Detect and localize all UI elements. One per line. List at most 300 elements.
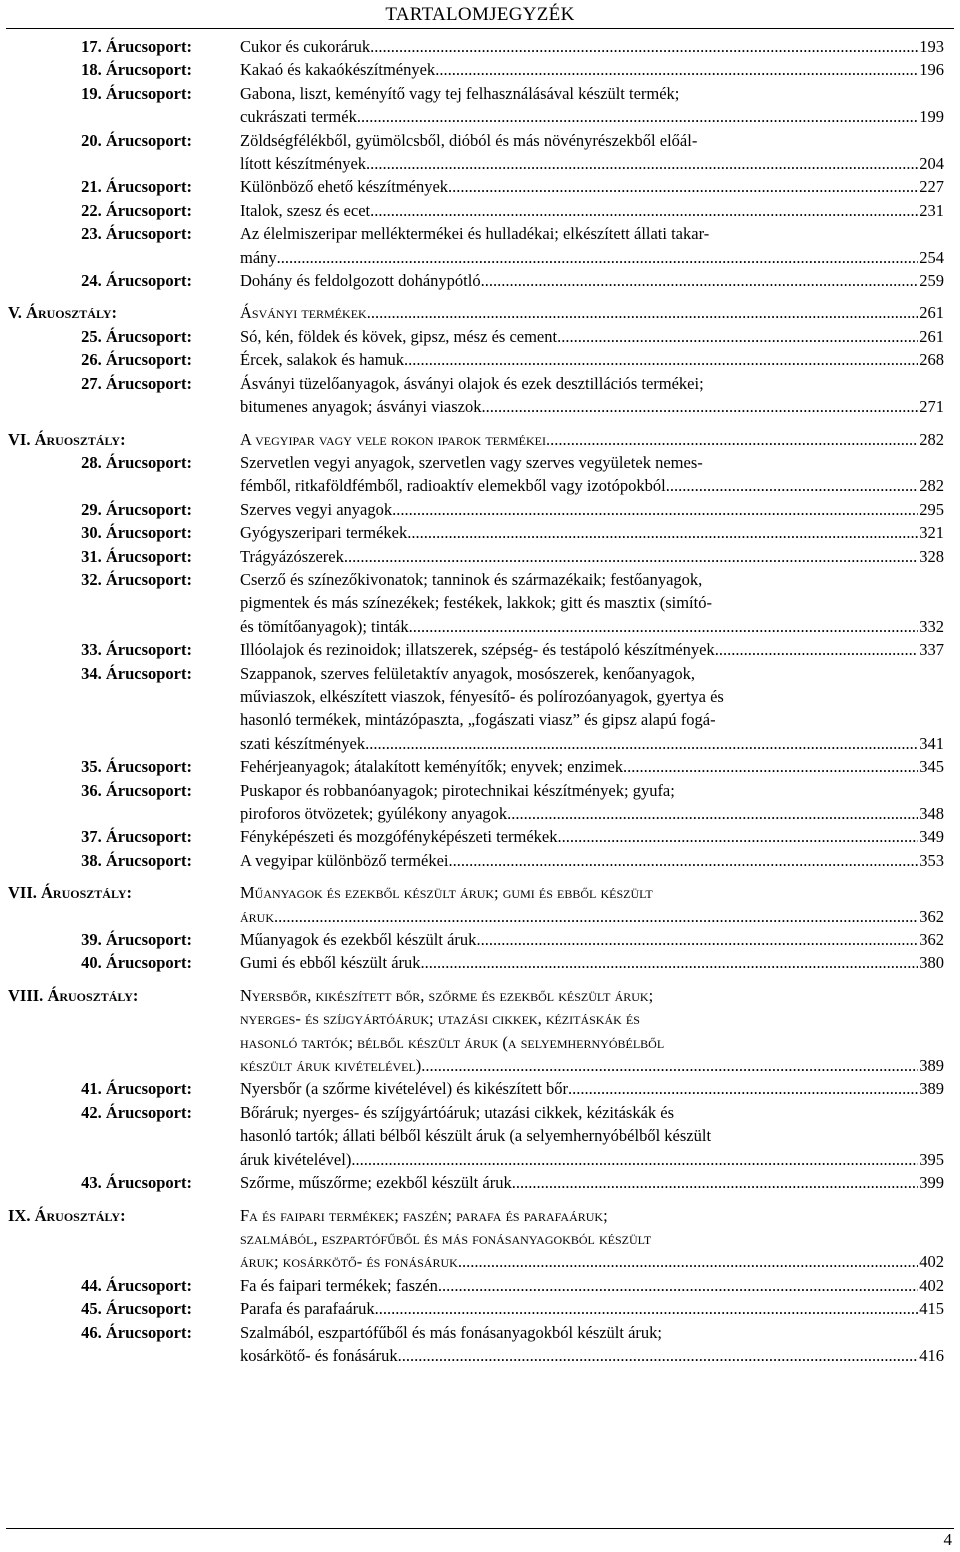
entry-kind: Áruosztály: <box>34 1205 126 1225</box>
entry-kind: Árucsoport: <box>105 177 192 197</box>
entry-final-line <box>240 1054 944 1077</box>
entry-title <box>240 1321 944 1368</box>
entry-number: 17. <box>81 37 102 56</box>
entry-label <box>0 35 192 58</box>
entry-page-number[interactable]: 399 <box>919 1173 944 1193</box>
entry-number: 29. <box>81 499 102 519</box>
entry-title-line: Cukor és cukoráruk <box>240 37 371 56</box>
entry-number: 28. <box>81 452 102 472</box>
entry-final-line <box>240 1274 944 1297</box>
entry-title-line: nyerges- és szíjgyártóáruk; utazási cikkek, kézitáskák és <box>240 1009 640 1029</box>
entry-final-line <box>240 428 944 451</box>
entry-title-line: Különböző ehető készítmények <box>240 177 449 197</box>
dot-leader <box>715 638 919 661</box>
entry-title <box>240 662 944 756</box>
entry-page-number[interactable]: 389 <box>919 1079 944 1099</box>
toc-group-entry <box>0 222 960 269</box>
entry-title <box>240 881 944 928</box>
entry-title <box>240 1171 944 1194</box>
entry-title-line: Parafa és parafaáruk <box>240 1299 375 1319</box>
entry-kind: Árucsoport: <box>105 523 192 543</box>
entry-final-line <box>240 825 944 848</box>
toc-group-entry <box>0 951 960 974</box>
toc-group-entry <box>0 498 960 521</box>
toc-group-entry <box>0 779 960 826</box>
entry-kind: Árucsoport: <box>105 37 192 56</box>
entry-label <box>8 301 240 324</box>
entry-label <box>0 222 192 245</box>
entry-title-line: Szerves vegyi anyagok <box>240 499 393 519</box>
entry-kind: Árucsoport: <box>105 1173 192 1193</box>
entry-final-line <box>240 638 944 661</box>
toc-group-entry <box>0 1297 960 1320</box>
entry-title <box>240 951 944 974</box>
entry-label <box>0 755 192 778</box>
entry-title <box>240 175 944 198</box>
entry-final-line <box>240 1250 944 1273</box>
entry-title-line: áruk kivételével) <box>240 1149 352 1169</box>
entry-final-line <box>240 35 944 58</box>
entry-label <box>8 881 240 904</box>
toc-group-entry <box>0 348 960 371</box>
entry-title-line: Cserző és színezőkivonatok; tanninok és származékaik; festőanyagok, <box>240 569 703 589</box>
entry-page-number[interactable]: 328 <box>919 546 944 566</box>
entry-final-line <box>240 545 944 568</box>
dot-leader <box>481 269 919 292</box>
entry-label <box>0 568 192 591</box>
entry-title <box>240 1077 944 1100</box>
entry-final-line <box>240 755 944 778</box>
entry-number: 45. <box>81 1299 102 1319</box>
toc-group-entry <box>0 451 960 498</box>
dot-leader <box>366 152 918 175</box>
entry-title <box>240 568 944 638</box>
entry-number: 37. <box>81 827 102 847</box>
entry-page-number[interactable]: 349 <box>919 827 944 847</box>
dot-leader <box>435 58 918 81</box>
entry-label <box>0 779 192 802</box>
footer-rule <box>6 1528 954 1529</box>
entry-title <box>240 35 944 58</box>
entry-page-number[interactable]: 282 <box>919 429 944 449</box>
entry-title <box>240 372 944 419</box>
entry-final-line <box>240 1344 944 1367</box>
entry-number: 23. <box>81 224 102 244</box>
entry-final-line <box>240 325 944 348</box>
toc-group-entry <box>0 1321 960 1368</box>
entry-title <box>240 1204 944 1274</box>
entry-label <box>0 662 192 685</box>
toc-group-entry <box>0 35 960 58</box>
entry-title <box>240 301 944 324</box>
entry-final-line <box>240 615 944 638</box>
entry-title-line: Gumi és ebből készült áruk <box>240 953 421 973</box>
dot-leader <box>367 301 919 324</box>
entry-kind: Árucsoport: <box>105 130 192 150</box>
entry-title-line: Illóolajok és rezinoidok; illatszerek, szépség- és testápoló készítmények <box>240 640 715 660</box>
entry-final-line <box>240 105 944 128</box>
entry-label <box>0 129 192 152</box>
entry-kind: Árucsoport: <box>105 663 192 683</box>
entry-page-number[interactable]: 389 <box>919 1056 944 1076</box>
entry-title-line: fémből, ritkaföldfémből, radioaktív elemekből vagy izotópokból <box>240 476 666 496</box>
entry-kind: Áruosztály: <box>47 985 139 1005</box>
entry-kind: Árucsoport: <box>105 930 192 950</box>
dot-leader <box>558 825 919 848</box>
toc-group-entry <box>0 82 960 129</box>
entry-kind: Árucsoport: <box>105 757 192 777</box>
dot-leader <box>458 1250 918 1273</box>
entry-label <box>0 951 192 974</box>
entry-title-line: Gabona, liszt, keményítő vagy tej felhasználásával készült termék; <box>240 83 680 103</box>
entry-final-line <box>240 175 944 198</box>
entry-final-line <box>240 521 944 544</box>
entry-kind: Árucsoport: <box>105 1322 192 1342</box>
dot-leader <box>351 1148 918 1171</box>
entry-number: V. <box>8 303 22 323</box>
entry-page-number[interactable]: 259 <box>919 271 944 291</box>
entry-kind: Árucsoport: <box>105 1299 192 1319</box>
entry-page-number[interactable]: 231 <box>919 200 944 220</box>
entry-page-number[interactable]: 204 <box>919 154 944 174</box>
entry-title-line: Nyersbőr, kikészített bőr, szőrme és ezekből készült áruk; <box>240 985 654 1005</box>
entry-page-number[interactable]: 416 <box>919 1345 944 1365</box>
entry-title <box>240 1297 944 1320</box>
entry-kind: Árucsoport: <box>105 326 192 346</box>
dot-leader <box>448 849 918 872</box>
dot-leader <box>398 1344 919 1367</box>
dot-leader <box>370 199 918 222</box>
toc-group-entry <box>0 269 960 292</box>
entry-title-line: Trágyázószerek <box>240 546 344 566</box>
entry-page-number[interactable]: 196 <box>919 60 944 80</box>
toc-group-entry <box>0 662 960 756</box>
entry-kind: Árucsoport: <box>105 1102 192 1122</box>
entry-final-line <box>240 301 944 324</box>
entry-label <box>0 498 192 521</box>
entry-title <box>240 325 944 348</box>
toc-group-entry <box>0 928 960 951</box>
entry-number: VIII. <box>8 985 44 1005</box>
toc-section-entry <box>0 881 960 928</box>
entry-title-line: mány <box>240 247 277 267</box>
toc-section-entry <box>0 301 960 324</box>
entry-title-line: szati készítmények <box>240 733 366 753</box>
entry-page-number[interactable]: 199 <box>919 107 944 127</box>
dot-leader <box>623 755 918 778</box>
entry-number: 41. <box>81 1079 102 1099</box>
dot-leader <box>365 732 918 755</box>
entry-kind: Áruosztály: <box>26 303 118 323</box>
entry-title <box>240 755 944 778</box>
entry-page-number[interactable]: 295 <box>919 499 944 519</box>
entry-title-line: Fa és faipari termékek; faszén <box>240 1275 438 1295</box>
entry-number: VI. <box>8 429 31 449</box>
entry-page-number[interactable]: 345 <box>919 757 944 777</box>
entry-label <box>0 348 192 371</box>
entry-title <box>240 82 944 129</box>
entry-page-number[interactable]: 337 <box>919 640 944 660</box>
entry-label <box>0 58 192 81</box>
entry-label <box>0 1297 192 1320</box>
entry-title-line: Szőrme, műszőrme; ezekből készült áruk <box>240 1173 512 1193</box>
dot-leader <box>666 474 919 497</box>
entry-label <box>0 1321 192 1344</box>
entry-kind: Árucsoport: <box>105 224 192 244</box>
entry-label <box>0 545 192 568</box>
entry-page-number[interactable]: 348 <box>919 804 944 823</box>
entry-label <box>0 825 192 848</box>
entry-title-line: Fényképészeti és mozgófényképészeti termékek <box>240 827 558 847</box>
entry-number: 19. <box>81 83 102 103</box>
entry-page-number[interactable]: 415 <box>919 1299 944 1319</box>
entry-title <box>240 129 944 176</box>
entry-title <box>240 451 944 498</box>
entry-title-line: kosárkötő- és fonásáruk <box>240 1345 398 1365</box>
entry-label <box>0 1171 192 1194</box>
entry-title-line: Ásványi tüzelőanyagok, ásványi olajok és ezek desztillációs termékei; <box>240 373 704 393</box>
entry-title <box>240 1101 944 1171</box>
dot-leader <box>370 35 918 58</box>
entry-label <box>0 638 192 661</box>
entry-title-line: Kakaó és kakaókészítmények <box>240 60 436 80</box>
dot-leader <box>568 1077 918 1100</box>
entry-title-line: és tömítőanyagok); tinták <box>240 616 409 636</box>
entry-label <box>0 1077 192 1100</box>
entry-number: 44. <box>81 1275 102 1295</box>
entry-label <box>0 849 192 872</box>
entry-label <box>8 1204 240 1227</box>
toc-section-entry <box>0 428 960 451</box>
entry-label <box>0 928 192 951</box>
entry-title-line: Só, kén, földek és kövek, gipsz, mész és cement <box>240 326 558 346</box>
entry-page-number[interactable]: 193 <box>919 37 944 56</box>
entry-kind: Áruosztály: <box>41 883 133 903</box>
entry-title <box>240 348 944 371</box>
entry-number: 20. <box>81 130 102 150</box>
entry-number: 26. <box>81 350 102 370</box>
entry-page-number[interactable]: 362 <box>919 930 944 950</box>
entry-title <box>240 638 944 661</box>
entry-label <box>8 984 240 1007</box>
dot-leader <box>481 395 918 418</box>
toc-group-entry <box>0 521 960 544</box>
entry-number: 38. <box>81 850 102 870</box>
entry-kind: Árucsoport: <box>105 953 192 973</box>
entry-final-line <box>240 732 944 755</box>
entry-final-line <box>240 1297 944 1320</box>
dot-leader <box>512 1171 919 1194</box>
entry-final-line <box>240 152 944 175</box>
toc-group-entry <box>0 545 960 568</box>
entry-title-line: Italok, szesz és ecet <box>240 200 371 220</box>
toc-section-entry <box>0 984 960 1078</box>
entry-label <box>0 1274 192 1297</box>
toc-group-entry <box>0 199 960 222</box>
entry-title-line: Puskapor és robbanóanyagok; pirotechnikai készítmények; gyufa; <box>240 780 675 800</box>
entry-title-line: Bőráruk; nyerges- és szíjgyártóáruk; utazási cikkek, kézitáskák és <box>240 1102 675 1122</box>
dot-leader <box>357 105 918 128</box>
entry-final-line <box>240 199 944 222</box>
entry-final-line <box>240 269 944 292</box>
toc-section-entry <box>0 1204 960 1274</box>
entry-final-line <box>240 348 944 371</box>
dot-leader <box>409 615 919 638</box>
entry-number: 40. <box>81 953 102 973</box>
toc-group-entry <box>0 638 960 661</box>
entry-label <box>0 1101 192 1124</box>
entry-kind: Árucsoport: <box>105 373 192 393</box>
entry-kind: Árucsoport: <box>105 1275 192 1295</box>
entry-title-line: Dohány és feldolgozott dohánypótló <box>240 271 481 291</box>
entry-final-line <box>240 395 944 418</box>
entry-label <box>0 82 192 105</box>
entry-title <box>240 849 944 872</box>
entry-page-number[interactable]: 402 <box>919 1252 944 1272</box>
entry-number: 35. <box>81 757 102 777</box>
entry-title-line: Műanyagok és ezekből készült áruk; gumi és ebből készült <box>240 883 653 903</box>
entry-page-number[interactable]: 353 <box>919 850 944 870</box>
dot-leader <box>404 348 918 371</box>
entry-title-line: Zöldségfélékből, gyümölcsből, dióból és más növényrészekből előál- <box>240 130 698 150</box>
entry-page-number[interactable]: 271 <box>919 397 944 417</box>
entry-title-line: áruk <box>240 906 275 926</box>
entry-title-line: Szervetlen vegyi anyagok, szervetlen vagy szerves vegyületek nemes- <box>240 452 703 472</box>
entry-final-line <box>240 802 944 825</box>
entry-title <box>240 545 944 568</box>
entry-page-number[interactable]: 380 <box>919 953 944 973</box>
entry-kind: Árucsoport: <box>105 546 192 566</box>
toc-group-entry <box>0 175 960 198</box>
entry-title-line: A vegyipar vagy vele rokon iparok termékei <box>240 429 546 449</box>
entry-final-line <box>240 905 944 928</box>
entry-title-line: Nyersbőr (a szőrme kivételével) és kikészített bőr <box>240 1079 569 1099</box>
entry-page-number[interactable]: 362 <box>919 906 944 926</box>
entry-kind: Árucsoport: <box>105 827 192 847</box>
entry-kind: Árucsoport: <box>105 780 192 800</box>
entry-number: 33. <box>81 640 102 660</box>
toc-group-entry <box>0 372 960 419</box>
entry-final-line <box>240 246 944 269</box>
entry-title-line: készült áruk kivételével) <box>240 1056 422 1076</box>
entry-title <box>240 825 944 848</box>
dot-leader <box>344 545 918 568</box>
entry-title-line: piroforos ötvözetek; gyúlékony anyagok <box>240 804 508 823</box>
entry-final-line <box>240 1171 944 1194</box>
entry-kind: Árucsoport: <box>105 83 192 103</box>
entry-kind: Árucsoport: <box>105 60 192 80</box>
entry-page-number[interactable]: 402 <box>919 1275 944 1295</box>
entry-page-number[interactable]: 227 <box>919 177 944 197</box>
entry-title-line: áruk; kosárkötő- és fonásáruk <box>240 1252 458 1272</box>
dot-leader <box>392 498 918 521</box>
entry-number: 39. <box>81 930 102 950</box>
entry-label <box>0 372 192 395</box>
toc-group-entry <box>0 325 960 348</box>
entry-title-line: szalmából, eszpartófűből és más fonásanyagokból készült <box>240 1228 652 1248</box>
entry-title <box>240 199 944 222</box>
toc-group-entry <box>0 1077 960 1100</box>
dot-leader <box>476 928 918 951</box>
entry-number: VII. <box>8 883 37 903</box>
entry-number: 25. <box>81 326 102 346</box>
entry-number: IX. <box>8 1205 31 1225</box>
toc-group-entry <box>0 849 960 872</box>
dot-leader <box>557 325 918 348</box>
entry-title-line: Gyógyszeripari termékek <box>240 523 408 543</box>
entry-title <box>240 779 944 826</box>
entry-number: 30. <box>81 523 102 543</box>
entry-page-number[interactable]: 332 <box>919 616 944 636</box>
entry-page-number[interactable]: 282 <box>919 476 944 496</box>
entry-label <box>0 269 192 292</box>
entry-title <box>240 498 944 521</box>
dot-leader <box>407 521 918 544</box>
dot-leader <box>438 1274 918 1297</box>
entry-title-line: Fa és faipari termékek; faszén; parafa és parafaáruk; <box>240 1205 608 1225</box>
entry-number: 42. <box>81 1102 102 1122</box>
entry-title-line: hasonló termékek, mintázópaszta, „fogászati viasz” és gipsz alapú fogá- <box>240 710 716 730</box>
entry-title-line: Ércek, salakok és hamuk <box>240 350 405 370</box>
entry-number: 31. <box>81 546 102 566</box>
entry-final-line <box>240 928 944 951</box>
entry-page-number[interactable]: 268 <box>919 350 944 370</box>
entry-page-number[interactable]: 261 <box>919 303 944 323</box>
entry-final-line <box>240 951 944 974</box>
header-rule <box>6 28 954 29</box>
page-header-title: TARTALOMJEGYZÉK <box>385 4 575 25</box>
dot-leader <box>375 1297 919 1320</box>
toc-group-entry <box>0 129 960 176</box>
entry-number: 34. <box>81 663 102 683</box>
toc-group-entry <box>0 825 960 848</box>
dot-leader <box>546 428 918 451</box>
entry-final-line <box>240 474 944 497</box>
entry-kind: Árucsoport: <box>105 350 192 370</box>
toc-group-entry <box>0 1274 960 1297</box>
page-number: 4 <box>943 1530 952 1549</box>
entry-page-number[interactable]: 261 <box>919 326 944 346</box>
entry-label <box>0 199 192 222</box>
entry-label <box>0 521 192 544</box>
entry-page-number[interactable]: 395 <box>919 1149 944 1169</box>
dot-leader <box>421 951 919 974</box>
entry-kind: Árucsoport: <box>105 271 192 291</box>
entry-title <box>240 521 944 544</box>
entry-kind: Árucsoport: <box>105 1079 192 1099</box>
entry-page-number[interactable]: 341 <box>919 733 944 753</box>
entry-title <box>240 269 944 292</box>
entry-title <box>240 984 944 1078</box>
entry-kind: Árucsoport: <box>105 569 192 589</box>
entry-title-line: hasonló tartók; bélből készült áruk (a selyemhernyóbélből <box>240 1032 665 1052</box>
entry-number: 43. <box>81 1173 102 1193</box>
entry-title-line: Fehérjeanyagok; átalakított keményítők; enyvek; enzimek <box>240 757 624 777</box>
entry-kind: Árucsoport: <box>105 499 192 519</box>
entry-page-number[interactable]: 321 <box>919 523 944 543</box>
entry-title-line: Műanyagok és ezekből készült áruk <box>240 930 477 950</box>
dot-leader <box>274 905 918 928</box>
entry-number: 27. <box>81 373 102 393</box>
entry-final-line <box>240 498 944 521</box>
entry-number: 46. <box>81 1322 102 1342</box>
entry-page-number[interactable]: 254 <box>919 247 944 267</box>
entry-number: 21. <box>81 177 102 197</box>
entry-kind: Árucsoport: <box>105 452 192 472</box>
table-of-contents <box>0 35 960 1367</box>
entry-title <box>240 1274 944 1297</box>
entry-label <box>0 325 192 348</box>
